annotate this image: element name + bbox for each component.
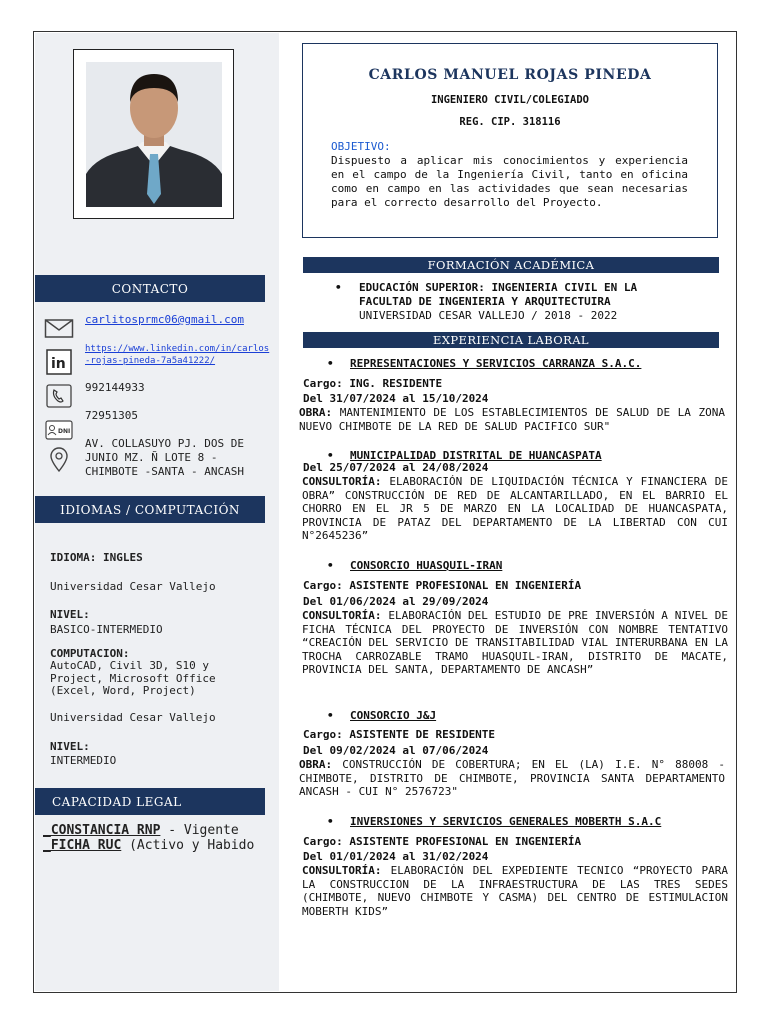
language-institution: Universidad Cesar Vallejo — [50, 580, 216, 593]
dni-row — [43, 416, 75, 444]
job-description: CONSULTORÍA: ELABORACIÓN DEL EXPEDIENTE TECNICO “PROYECTO PARA LA CONSTRUCCION DE LA INFRAESTRUCTURA DE LAS TRES SEDES (CHIMBOTE, NUEVO CHIMBOTE Y CASMA) DEL CENTRO DE ESTIMULACION MOBERTH KIDS” — [302, 864, 728, 918]
level-label-2: NIVEL: — [50, 740, 90, 753]
job-company: CONSORCIO HUASQUIL-IRAN — [350, 559, 503, 572]
education-line-1: EDUCACIÓN SUPERIOR: INGENIERIA CIVIL EN LA — [359, 281, 638, 294]
job-bullet: • — [327, 357, 334, 370]
job-period: Del 09/02/2024 al 07/06/2024 — [303, 744, 489, 757]
linkedin-icon — [43, 348, 75, 376]
legal-header: CAPACIDAD LEGAL — [35, 788, 265, 815]
envelope-icon — [43, 314, 75, 342]
computing-label: COMPUTACION: — [50, 647, 130, 660]
profession: INGENIERO CIVIL/COLEGIADO — [430, 94, 590, 106]
job-period: Del 25/07/2024 al 24/08/2024 — [303, 461, 489, 474]
education-bullet: • — [335, 281, 342, 294]
education-line-2: FACULTAD DE INGENIERIA Y ARQUITECTUIRA — [359, 295, 611, 308]
linkedin-row — [43, 348, 75, 376]
job-company: REPRESENTACIONES Y SERVICIOS CARRANZA S.A.C. — [350, 357, 642, 370]
objective-text: Dispuesto a aplicar mis conocimientos y experiencia en el campo de la Ingeniería Civil, tanto en oficina como en campo en las actividades que sean necesarias para el correcto desarrollo del Proyecto. — [331, 154, 688, 209]
job-description: CONSULTORÍA: ELABORACIÓN DE LIQUIDACIÓN TÉCNICA Y FINANCIERA DE OBRA” CONSTRUCCIÓN DE RED DE ALCANTARILLADO, EN EL BARRIO EL CHORRO EN EL JR 5 DE MARZO EN LA LOCALIDAD DE HUANCASPATA, PROVINCIA DE PATAZ DEL DEPARTAMENTO DE LA LIBERTAD CON CUI N°2645236” — [302, 475, 728, 542]
phone-row — [43, 382, 75, 410]
legal-item-ruc: _FICHA RUC (Activo y Habido — [43, 838, 255, 853]
education-header: FORMACIÓN ACADÉMICA — [303, 257, 719, 273]
level-value-2: INTERMEDIO — [50, 754, 117, 767]
email-row — [43, 314, 75, 342]
legal-items — [43, 823, 268, 853]
job-bullet: • — [327, 449, 334, 462]
job-description: CONSULTORÍA: ELABORACIÓN DEL ESTUDIO DE PRE INVERSIÓN A NIVEL DE FICHA TÉCNICA DEL PROYECTO DE INVERSIÓN CON NOMBRE TENTATIVO “CREACIÓN DEL SERVICIO DE TRANSITABILIDAD VIAL INTERURBANA EN LA TROCHA CARROZABLE TRAMO HUASQUIL-IRAN, DISTRITO DE MACATE, PROVINCIA DEL SANTA, DEPARTAMENTO DE ANCASH” — [302, 609, 728, 676]
header-box — [302, 43, 718, 238]
profile-photo-illustration — [86, 62, 222, 207]
job-description: OBRA: MANTENIMIENTO DE LOS ESTABLECIMIENTOS DE SALUD DE LA ZONA NUEVO CHIMBOTE DE LA RED DE SALUD PACIFICO SUR" — [299, 406, 725, 433]
language-label: IDIOMA: INGLES — [50, 551, 143, 564]
email-link[interactable]: carlitosprmc06@gmail.com — [85, 313, 244, 326]
profile-photo — [86, 62, 222, 207]
job-company: MUNICIPALIDAD DISTRITAL DE HUANCASPATA — [350, 449, 602, 462]
job-role: Cargo: ING. RESIDENTE — [303, 377, 443, 390]
job-bullet: • — [327, 709, 334, 722]
phone-icon — [43, 382, 75, 410]
job-company: INVERSIONES Y SERVICIOS GENERALES MOBERTH S.A.C — [350, 815, 662, 828]
level-value-1: BASICO-INTERMEDIO — [50, 623, 163, 636]
languages-header: IDIOMAS / COMPUTACIÓN — [35, 496, 265, 523]
profile-photo-frame — [73, 49, 234, 219]
computing-value: AutoCAD, Civil 3D, S10 y Project, Microsoft Office (Excel, Word, Project) — [50, 659, 216, 697]
address-text: AV. COLLASUYO PJ. DOS DE JUNIO MZ. Ñ LOTE 8 - CHIMBOTE -SANTA - ANCASH — [85, 437, 244, 478]
job-period: Del 31/07/2024 al 15/10/2024 — [303, 392, 489, 405]
education-line-3: UNIVERSIDAD CESAR VALLEJO / 2018 - 2022 — [359, 309, 618, 322]
contact-header: CONTACTO — [35, 275, 265, 302]
dni-number: 72951305 — [85, 409, 138, 422]
job-role: Cargo: ASISTENTE DE RESIDENTE — [303, 728, 496, 741]
job-period: Del 01/01/2024 al 31/02/2024 — [303, 850, 489, 863]
phone-number: 992144933 — [85, 381, 145, 394]
linkedin-link[interactable]: https://www.linkedin.com/in/carlos-rojas-pineda-7a5a41222/ — [85, 344, 270, 366]
dni-card-icon — [43, 416, 75, 444]
objective-label: OBJETIVO: — [331, 140, 391, 153]
computing-institution: Universidad Cesar Vallejo — [50, 711, 216, 724]
svg-text:DNI: DNI — [58, 428, 71, 435]
level-label-1: NIVEL: — [50, 608, 90, 621]
registration: REG. CIP. 318116 — [459, 116, 561, 128]
job-role: Cargo: ASISTENTE PROFESIONAL EN INGENIERÍA — [303, 579, 582, 592]
job-description: OBRA: CONSTRUCCIÓN DE COBERTURA; EN EL (LA) I.E. N° 88008 - CHIMBOTE, DISTRITO DE CHIMBOTE, PROVINCIA SANTA DEPARTAMENTO ANCASH - CUI N° 2576723" — [299, 758, 725, 798]
job-role: Cargo: ASISTENTE PROFESIONAL EN INGENIERÍA — [303, 835, 582, 848]
job-company: CONSORCIO J&J — [350, 709, 437, 722]
address-row — [43, 446, 75, 474]
job-period: Del 01/06/2024 al 29/09/2024 — [303, 595, 489, 608]
location-pin-icon — [43, 446, 75, 474]
svg-text:in: in — [51, 356, 66, 372]
job-bullet: • — [327, 559, 334, 572]
job-bullet: • — [327, 815, 334, 828]
experience-header: EXPERIENCIA LABORAL — [303, 332, 719, 348]
full-name: CARLOS MANUEL ROJAS PINEDA — [368, 67, 652, 83]
legal-item-rnp: _CONSTANCIA RNP - Vigente — [43, 823, 239, 838]
